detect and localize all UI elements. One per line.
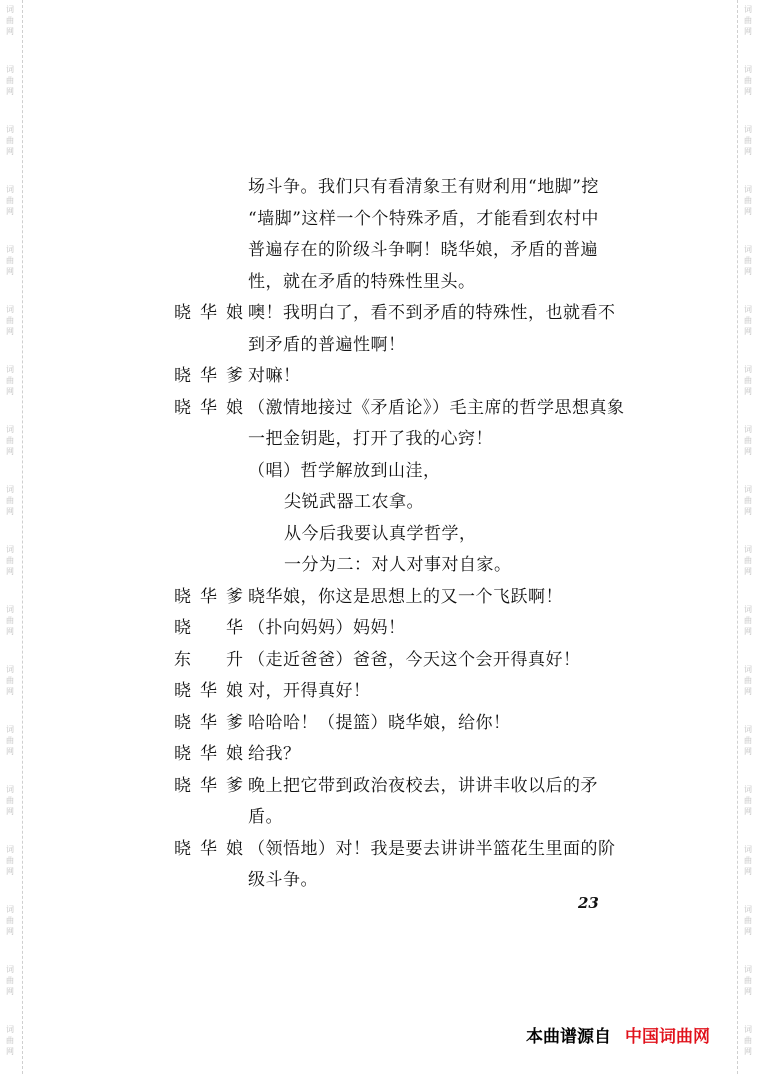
speaker-name: 晓华娘 (174, 681, 244, 701)
watermark-char: 曲 (744, 796, 752, 805)
watermark-char: 词 (744, 245, 752, 254)
watermark-char: 网 (6, 27, 14, 36)
source-note (526, 1022, 710, 1047)
watermark-char: 词 (744, 65, 752, 74)
watermark-mark (741, 724, 755, 757)
watermark-char: 网 (6, 1047, 14, 1056)
script-line (170, 456, 630, 488)
watermark-mark (741, 844, 755, 877)
watermark-char: 网 (744, 687, 752, 696)
dialogue-text: 场斗争。我们只有看清象王有财利用“地脚”挖 (248, 177, 599, 197)
watermark-char: 曲 (744, 916, 752, 925)
watermark-mark (3, 544, 17, 577)
watermark-char: 词 (6, 485, 14, 494)
watermark-char: 曲 (744, 76, 752, 85)
watermark-mark (3, 724, 17, 757)
watermark-mark (741, 244, 755, 277)
watermark-char: 曲 (6, 196, 14, 205)
script-line (170, 676, 630, 708)
watermark-char: 词 (744, 725, 752, 734)
dialogue-text: 晚上把它带到政治夜校去，讲讲丰收以后的矛 (248, 775, 598, 796)
script-line (170, 865, 630, 897)
watermark-mark (741, 304, 755, 337)
watermark-char: 曲 (744, 856, 752, 865)
watermark-char: 网 (6, 627, 14, 636)
watermark-mark (741, 784, 755, 817)
watermark-char: 曲 (744, 676, 752, 685)
script-line (170, 613, 630, 645)
dialogue-text: （领悟地）对！我是要去讲讲半篮花生里面的阶 (248, 838, 616, 859)
watermark-char: 曲 (6, 256, 14, 265)
watermark-char: 曲 (744, 976, 752, 985)
watermark-char: 词 (6, 125, 14, 134)
watermark-mark (741, 124, 755, 157)
dialogue-text: 对，开得真好！ (248, 681, 371, 701)
watermark-char: 词 (744, 5, 752, 14)
watermark-char: 曲 (6, 376, 14, 385)
source-note-site-link[interactable]: 中国词曲网 (625, 1027, 710, 1047)
watermark-char: 网 (744, 807, 752, 816)
dialogue-text: 盾。 (248, 807, 283, 827)
watermark-char: 曲 (744, 496, 752, 505)
watermark-char: 曲 (744, 256, 752, 265)
watermark-char: 曲 (744, 16, 752, 25)
speaker-name: 晓 华 (174, 618, 244, 638)
dialogue-text: （扑向妈妈）妈妈！ (248, 618, 406, 638)
watermark-char: 曲 (6, 916, 14, 925)
watermark-char: 网 (744, 567, 752, 576)
watermark-char: 词 (744, 665, 752, 674)
watermark-char: 网 (6, 687, 14, 696)
watermark-char: 网 (744, 207, 752, 216)
watermark-char: 曲 (6, 136, 14, 145)
watermark-char: 词 (6, 665, 14, 674)
watermark-char: 曲 (6, 616, 14, 625)
right-watermark-strip (737, 0, 760, 1074)
watermark-mark (741, 544, 755, 577)
watermark-mark (741, 64, 755, 97)
watermark-char: 曲 (744, 436, 752, 445)
watermark-char: 曲 (744, 616, 752, 625)
watermark-char: 词 (744, 365, 752, 374)
watermark-char: 网 (6, 567, 14, 576)
script-line (170, 172, 630, 204)
watermark-char: 曲 (6, 976, 14, 985)
watermark-char: 曲 (6, 796, 14, 805)
watermark-char: 网 (744, 507, 752, 516)
watermark-mark (3, 964, 17, 997)
watermark-char: 网 (744, 327, 752, 336)
watermark-mark (741, 1024, 755, 1057)
lyric-line: 尖锐武器工农拿。 (284, 492, 424, 512)
watermark-mark (3, 604, 17, 637)
dialogue-text: 性，就在矛盾的特殊性里头。 (248, 271, 476, 292)
watermark-char: 词 (6, 185, 14, 194)
watermark-char: 词 (6, 785, 14, 794)
watermark-char: 曲 (6, 496, 14, 505)
script-line (170, 645, 630, 677)
script-line (170, 330, 630, 362)
watermark-mark (741, 964, 755, 997)
watermark-char: 曲 (6, 76, 14, 85)
watermark-char: 词 (744, 125, 752, 134)
watermark-mark (741, 904, 755, 937)
watermark-char: 词 (6, 245, 14, 254)
watermark-char: 网 (6, 267, 14, 276)
watermark-mark (741, 364, 755, 397)
script-line (170, 834, 630, 866)
watermark-char: 词 (744, 845, 752, 854)
script-line (170, 361, 630, 393)
watermark-char: 网 (744, 627, 752, 636)
watermark-char: 词 (6, 845, 14, 854)
watermark-char: 网 (744, 987, 752, 996)
speaker-name: 晓华娘 (174, 397, 244, 418)
dialogue-text: 对嘛！ (248, 366, 301, 386)
script-line (170, 771, 630, 803)
watermark-char: 网 (744, 267, 752, 276)
watermark-char: 曲 (6, 16, 14, 25)
script-line (170, 204, 630, 236)
dialogue-text: （走近爸爸）爸爸，今天这个会开得真好！ (248, 649, 581, 670)
watermark-char: 网 (6, 807, 14, 816)
watermark-char: 网 (6, 987, 14, 996)
watermark-char: 曲 (6, 1036, 14, 1045)
script-line (170, 267, 630, 299)
watermark-char: 词 (6, 545, 14, 554)
watermark-char: 曲 (744, 376, 752, 385)
script-line (170, 708, 630, 740)
dialogue-text: “墙脚”这样一个个特殊矛盾，才能看到农村中 (248, 208, 599, 229)
watermark-char: 词 (744, 185, 752, 194)
dialogue-text: 晓华娘，你这是思想上的又一个飞跃啊！ (248, 586, 563, 607)
watermark-mark (741, 484, 755, 517)
watermark-char: 网 (744, 927, 752, 936)
dialogue-text: （唱）哲学解放到山洼， (248, 460, 441, 481)
dialogue-text: 普遍存在的阶级斗争啊！晓华娘，矛盾的普遍 (248, 240, 598, 260)
speaker-name: 晓华爹 (174, 712, 244, 733)
watermark-mark (3, 664, 17, 697)
watermark-char: 词 (6, 65, 14, 74)
watermark-char: 网 (6, 387, 14, 396)
watermark-char: 网 (744, 387, 752, 396)
script-line (170, 550, 630, 582)
watermark-char: 网 (6, 327, 14, 336)
dialogue-text: 噢！我明白了，看不到矛盾的特殊性，也就看不 (248, 303, 616, 323)
watermark-char: 词 (744, 425, 752, 434)
script-line (170, 519, 630, 551)
watermark-char: 词 (6, 1025, 14, 1034)
watermark-char: 词 (6, 725, 14, 734)
watermark-mark (3, 784, 17, 817)
watermark-mark (741, 664, 755, 697)
watermark-char: 网 (744, 1047, 752, 1056)
watermark-mark (3, 64, 17, 97)
watermark-mark (741, 424, 755, 457)
watermark-char: 词 (744, 485, 752, 494)
watermark-char: 网 (744, 87, 752, 96)
script-line (170, 487, 630, 519)
watermark-mark (3, 904, 17, 937)
dialogue-text: 给我？ (248, 744, 301, 764)
watermark-char: 曲 (6, 856, 14, 865)
page-number: 23 (578, 894, 599, 912)
watermark-char: 网 (6, 207, 14, 216)
watermark-char: 网 (6, 747, 14, 756)
left-watermark-strip (0, 0, 23, 1074)
speaker-name: 晓华爹 (174, 775, 244, 796)
watermark-char: 曲 (744, 1036, 752, 1045)
script-line (170, 298, 630, 330)
watermark-char: 网 (744, 747, 752, 756)
watermark-char: 曲 (6, 736, 14, 745)
script-line (170, 739, 630, 771)
script-text-body (170, 172, 630, 897)
watermark-char: 网 (744, 867, 752, 876)
watermark-char: 网 (744, 447, 752, 456)
watermark-char: 词 (6, 365, 14, 374)
watermark-char: 网 (6, 447, 14, 456)
watermark-char: 曲 (6, 316, 14, 325)
watermark-char: 曲 (6, 436, 14, 445)
lyric-line: 从今后我要认真学哲学， (284, 523, 477, 544)
watermark-char: 网 (6, 147, 14, 156)
watermark-mark (3, 304, 17, 337)
watermark-mark (3, 364, 17, 397)
watermark-char: 词 (744, 545, 752, 554)
watermark-char: 网 (744, 27, 752, 36)
script-line (170, 802, 630, 834)
dialogue-text: 哈哈哈！（提篮）晓华娘，给你！ (248, 712, 511, 733)
dialogue-text: 一把金钥匙，打开了我的心窍！ (248, 429, 493, 449)
script-line (170, 235, 630, 267)
watermark-char: 曲 (744, 316, 752, 325)
speaker-name: 晓华娘 (174, 303, 244, 323)
watermark-char: 词 (6, 305, 14, 314)
dialogue-text: （激情地接过《矛盾论》）毛主席的哲学思想真象 (248, 397, 625, 418)
watermark-mark (3, 844, 17, 877)
script-line (170, 393, 630, 425)
watermark-char: 词 (6, 965, 14, 974)
speaker-name: 晓华娘 (174, 744, 244, 764)
watermark-char: 词 (744, 905, 752, 914)
script-line (170, 424, 630, 456)
watermark-char: 网 (6, 867, 14, 876)
watermark-char: 曲 (744, 136, 752, 145)
watermark-char: 网 (744, 147, 752, 156)
watermark-char: 词 (744, 1025, 752, 1034)
watermark-char: 曲 (744, 556, 752, 565)
watermark-char: 曲 (744, 196, 752, 205)
watermark-char: 词 (6, 5, 14, 14)
watermark-mark (3, 244, 17, 277)
watermark-char: 词 (744, 965, 752, 974)
watermark-char: 词 (744, 605, 752, 614)
lyric-line: 一分为二：对人对事对自家。 (284, 555, 512, 575)
watermark-mark (3, 4, 17, 37)
speaker-name: 晓华爹 (174, 586, 244, 607)
speaker-name: 晓华娘 (174, 838, 244, 859)
watermark-mark (3, 1024, 17, 1057)
watermark-char: 曲 (6, 556, 14, 565)
watermark-char: 曲 (744, 736, 752, 745)
watermark-char: 词 (6, 605, 14, 614)
watermark-mark (741, 184, 755, 217)
dialogue-text: 级斗争。 (248, 870, 318, 890)
speaker-name: 东 升 (174, 649, 244, 670)
watermark-char: 词 (6, 425, 14, 434)
watermark-mark (3, 184, 17, 217)
watermark-mark (3, 424, 17, 457)
watermark-char: 网 (6, 507, 14, 516)
dialogue-text: 到矛盾的普遍性啊！ (248, 334, 406, 355)
speaker-name: 晓华爹 (174, 366, 244, 386)
watermark-char: 词 (744, 305, 752, 314)
watermark-char: 词 (744, 785, 752, 794)
watermark-char: 网 (6, 87, 14, 96)
script-line (170, 582, 630, 614)
source-note-lead: 本曲谱源自 (526, 1027, 611, 1047)
watermark-mark (3, 124, 17, 157)
watermark-char: 曲 (6, 676, 14, 685)
watermark-mark (741, 4, 755, 37)
watermark-mark (3, 484, 17, 517)
watermark-mark (741, 604, 755, 637)
watermark-char: 网 (6, 927, 14, 936)
watermark-char: 词 (6, 905, 14, 914)
